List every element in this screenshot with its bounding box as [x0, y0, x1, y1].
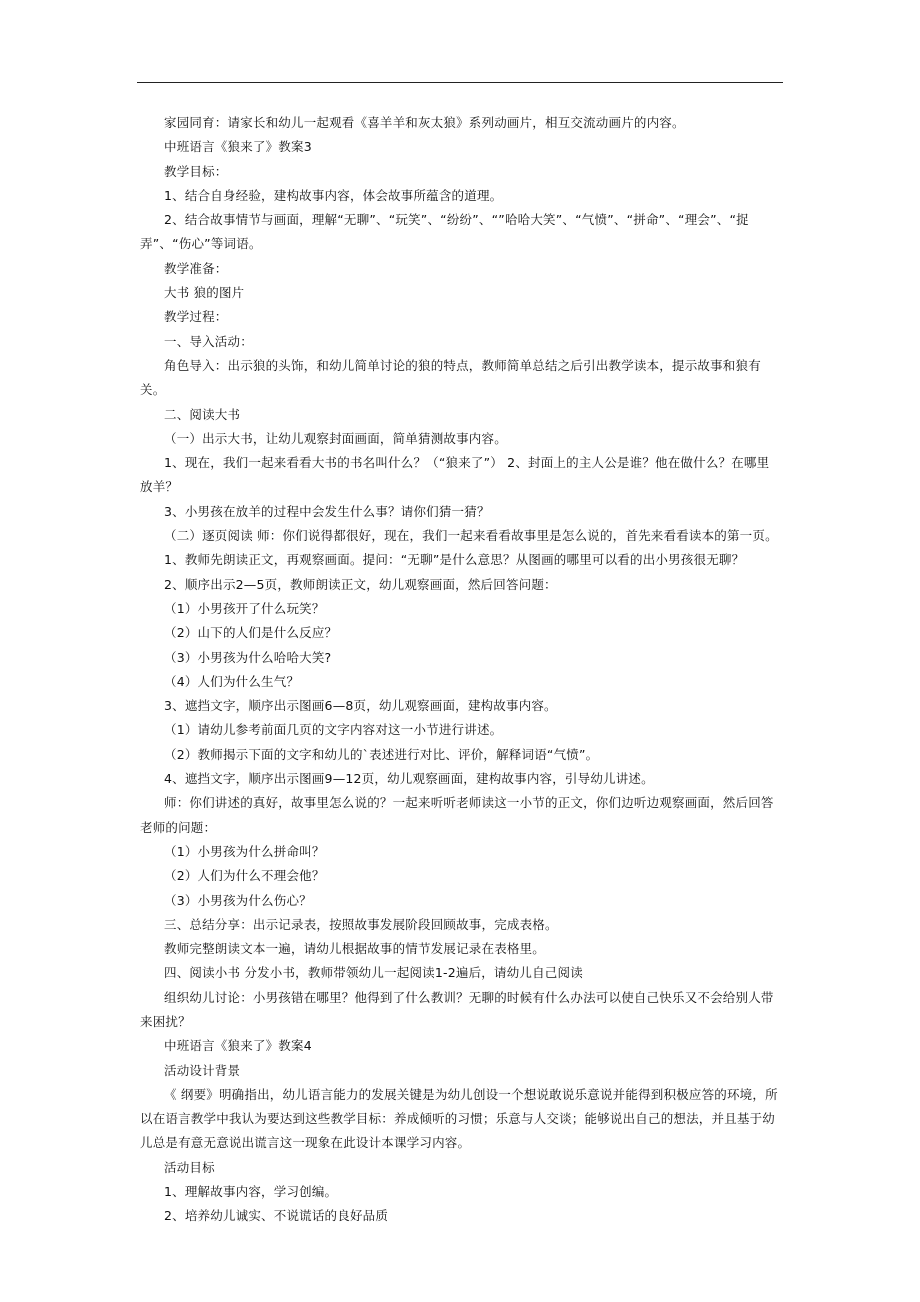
- list-item: （2）教师揭示下面的文字和幼儿的`表述进行对比、评价，解释词语“气愤”。: [164, 746, 599, 762]
- list-item: （1）请幼儿参考前面几页的文字内容对这一小节进行讲述。: [164, 722, 503, 738]
- paragraph: 组织幼儿讨论：小男孩错在哪里？他得到了什么教训？无聊的时候有什么办法可以使自己快乐又不会给别人带来困扰？: [140, 989, 774, 1029]
- list-item: 4、遮挡文字，顺序出示图画9—12页，幼儿观察画面，建构故事内容，引导幼儿讲述。: [164, 771, 654, 787]
- paragraph: 家园同育：请家长和幼儿一起观看《喜羊羊和灰太狼》系列动画片，相互交流动画片的内容。: [164, 115, 685, 130]
- list-item: 3、遮挡文字，顺序出示图画6—8页，幼儿观察画面，建构故事内容。: [164, 698, 557, 714]
- list-item: 2、培养幼儿诚实、不说谎话的良好品质: [164, 1208, 389, 1224]
- paragraph: 《 纲要》明确指出，幼儿语言能力的发展关键是为幼儿创设一个想说敢说乐意说并能得到积极应答的环境，所以在语言教学中我认为要达到这些教学目标：养成倾听的习惯；乐意与人交谈；能够说出自己的想法，并且基于幼儿总是有意无意说出谎言这一现象在此设计本课学习内容。: [140, 1086, 778, 1151]
- list-item: （3）小男孩为什么伤心？: [164, 892, 312, 908]
- paragraph: 大书 狼的图片: [164, 285, 245, 301]
- list-item: （2）山下的人们是什么反应？: [164, 625, 338, 641]
- list-item: 1、教师先朗读正文，再观察画面。提问：“无聊”是什么意思？从图画的哪里可以看的出小男孩很无聊？: [164, 552, 745, 568]
- list-item: （4）人们为什么生气？: [164, 673, 300, 689]
- list-item: （2）人们为什么不理会他？: [164, 868, 325, 884]
- list-item: 2、结合故事情节与画面，理解“无聊”、“玩笑”、“纷纷”、“”哈哈大笑”、“气愤”、“拼命”、“理会”、“捉弄”、“伤心”等词语。: [140, 212, 749, 252]
- paragraph: （一）出示大书，让幼儿观察封面画面，简单猜测故事内容。: [164, 430, 507, 446]
- heading: 教学准备：: [164, 260, 228, 276]
- list-item: （3）小男孩为什么哈哈大笑?: [164, 649, 332, 665]
- list-item: （1）小男孩为什么拼命叫？: [164, 843, 325, 859]
- list-item: （1）小男孩开了什么玩笑？: [164, 600, 325, 616]
- section-title: 中班语言《狼来了》教案4: [164, 1038, 312, 1054]
- paragraph: 角色导入：出示狼的头饰，和幼儿简单讨论的狼的特点，教师简单总结之后引出教学读本，提示故事和狼有关。: [140, 357, 761, 398]
- section-title: 中班语言《狼来了》教案3: [164, 139, 312, 155]
- list-item: 1、现在，我们一起来看看大书的书名叫什么？（“狼来了”） 2、封面上的主人公是谁？他在做什么？在哪里放羊？: [140, 455, 770, 495]
- list-item: 2、顺序出示2—5页，教师朗读正文，幼儿观察画面，然后回答问题：: [164, 576, 557, 592]
- paragraph: 师：你们讲述的真好，故事里怎么说的？一起来听听老师读这一小节的正文，你们边听边观察画面，然后回答老师的问题：: [140, 795, 774, 835]
- list-item: 1、结合自身经验，建构故事内容，体会故事所蕴含的道理。: [164, 187, 503, 203]
- document-body: [140, 111, 780, 1229]
- paragraph: 四、阅读小书 分发小书，教师带领幼儿一起阅读1-2遍后，请幼儿自己阅读: [164, 965, 583, 981]
- heading: 活动设计背景: [164, 1062, 241, 1078]
- heading: 二、阅读大书: [164, 406, 241, 422]
- heading: 教学目标：: [164, 163, 228, 179]
- list-item: 3、小男孩在放羊的过程中会发生什么事？请你们猜一猜？: [164, 503, 490, 519]
- paragraph: 教师完整朗读文本一遍，请幼儿根据故事的情节发展记录在表格里。: [164, 941, 546, 957]
- heading: 活动目标: [164, 1159, 215, 1175]
- heading: 教学过程：: [164, 309, 228, 325]
- paragraph: （二）逐页阅读 师：你们说得都很好，现在，我们一起来看看故事里是怎么说的，首先来看看读本的第一页。: [164, 528, 778, 544]
- list-item: 1、理解故事内容，学习创编。: [164, 1184, 338, 1200]
- header-rule: [137, 82, 783, 83]
- paragraph: 三、总结分享：出示记录表，按照故事发展阶段回顾故事，完成表格。: [164, 916, 558, 932]
- heading: 一、导入活动：: [164, 333, 253, 349]
